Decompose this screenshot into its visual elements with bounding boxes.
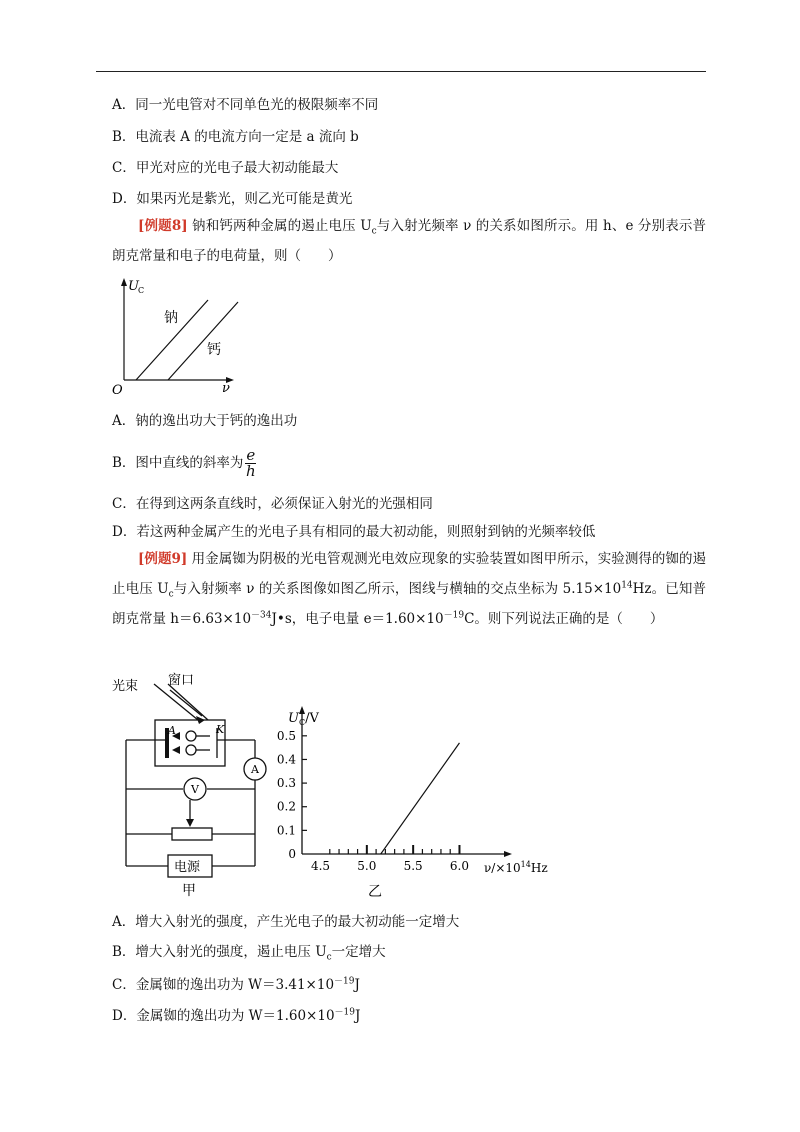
circuit-diagram bbox=[110, 673, 280, 906]
x-tick-label: 6.0 bbox=[449, 859, 470, 873]
ex8-tag: [例题8] bbox=[138, 218, 188, 234]
ex8-graph bbox=[110, 276, 240, 398]
voltmeter-label: V bbox=[191, 783, 199, 796]
ex8-option-b: B．图中直线的斜率为 $\frac{e}{h}$ bbox=[112, 446, 256, 480]
ex9-stem: [例题9] 用金属铷为阴极的光电管观测光电效应现象的实验装置如图甲所示，实验测得的铷的遏止电压 $U_c$与入射频率 ν 的关系图像如图乙所示，图线与横轴的交点坐标为 $5.15\times 10^{14}Hz$。已知普朗克常量 $h=6.63\times 10^{-34}J•s$，电子电量 $e=1.60\times 10^{-19}C$。则下列说法正确的是（ ） bbox=[112, 551, 707, 627]
x-tick-label: 5.5 bbox=[403, 859, 423, 873]
y-tick-label: 0.2 bbox=[276, 799, 296, 814]
chart-caption: 乙 bbox=[368, 884, 382, 900]
ex9-tag: [例题9] bbox=[138, 551, 188, 567]
window-label: 窗口 bbox=[168, 673, 195, 688]
ex9-option-a: A．增大入射光的强度，产生光电子的最大初动能一定增大 bbox=[112, 914, 460, 930]
light-beam-label: 光束 bbox=[112, 679, 139, 694]
ex8-y-label: U bbox=[128, 279, 139, 294]
anode-label: A bbox=[168, 724, 176, 737]
power-source-label: 电源 bbox=[174, 860, 201, 875]
y-tick-label: 0 bbox=[288, 847, 296, 861]
ex9-option-d: D．金属铷的逸出功为 $W=1.60\times 10^{-19}J$ bbox=[112, 1007, 361, 1024]
q7-option-a: A．同一光电管对不同单色光的极限频率不同 bbox=[112, 97, 379, 113]
y-axis-arrow bbox=[299, 706, 305, 714]
ex8-option-a: A．钠的逸出功大于钙的逸出功 bbox=[112, 413, 298, 429]
x-axis-arrow bbox=[504, 851, 512, 857]
x-tick-label: 4.5 bbox=[310, 859, 331, 873]
ex8-x-label: ν bbox=[222, 381, 230, 396]
ex8-option-c: C．在得到这两条直线时，必须保证入射光的光强相同 bbox=[112, 496, 433, 512]
q7-option-d: D．如果丙光是紫光，则乙光可能是黄光 bbox=[112, 191, 353, 207]
sodium-label: 钠 bbox=[164, 310, 178, 326]
y-tick-label: 0.1 bbox=[276, 823, 296, 838]
x-axis-label: $\nu/\times 10^{14}Hz$ bbox=[484, 860, 548, 875]
ex8-option-d: D．若这两种金属产生的光电子具有相同的最大初动能，则照射到钠的光频率较低 bbox=[112, 524, 596, 540]
ex8-origin: O bbox=[112, 383, 123, 398]
ex9-option-b: B．增大入射光的强度，遏止电压 $U_c$一定增大 bbox=[112, 944, 386, 963]
y-tick-label: 0.4 bbox=[276, 752, 296, 767]
calcium-label: 钙 bbox=[207, 342, 221, 358]
circuit-caption: 甲 bbox=[182, 883, 196, 899]
ex8-stem: [例题8] 钠和钙两种金属的遏止电压 $U_c$与入射光频率 ν 的关系如图所示。用 h、e 分别表示普朗克常量和电子的电荷量，则（ ） bbox=[112, 218, 706, 264]
ammeter-label: A bbox=[251, 763, 259, 776]
uc-frequency-chart bbox=[270, 700, 570, 900]
q7-option-c: C．甲光对应的光电子最大初动能最大 bbox=[112, 160, 339, 176]
q7-option-b: B．电流表 A 的电流方向一定是 a 流向 b bbox=[112, 129, 359, 145]
cathode-label: K bbox=[216, 723, 225, 736]
y-tick-label: 0.5 bbox=[276, 728, 296, 743]
series-line-uc bbox=[381, 743, 460, 854]
ex8-y-label-sub: C bbox=[138, 286, 145, 295]
x-tick-label: 5.0 bbox=[357, 859, 377, 873]
ex9-option-c: C．金属铷的逸出功为 $W=3.41\times 10^{-19}J$ bbox=[112, 976, 360, 993]
slope-fraction: $\frac{e}{h}$ bbox=[246, 446, 256, 480]
y-axis-label: $U_C/V$ bbox=[288, 711, 319, 727]
header-rule bbox=[96, 71, 706, 72]
y-tick-label: 0.3 bbox=[276, 776, 296, 791]
